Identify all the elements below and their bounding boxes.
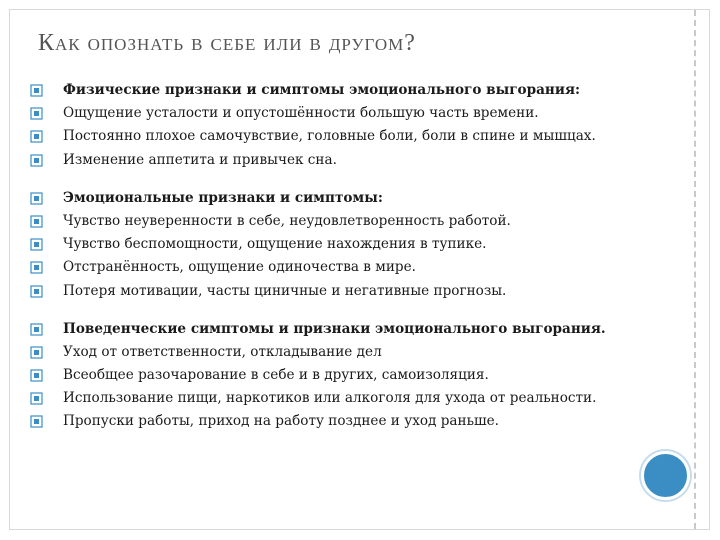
bullet-item: [30, 102, 670, 125]
frame-stitch-line: [694, 10, 696, 529]
checkbox-bullet-icon: [30, 415, 43, 428]
bullet-text: Чувство неуверенности в себе, неудовлетворенность работой.: [63, 212, 511, 229]
bullet-item: [30, 280, 670, 303]
bullet-text: Использование пищи, наркотиков или алкоголя для ухода от реальности.: [63, 390, 597, 407]
bullet-group-heading: [30, 187, 670, 210]
checkbox-bullet-icon: [30, 130, 43, 143]
slide-title-rest: ак опознать в себе или в другом?: [55, 30, 416, 56]
bullet-group-heading: [30, 79, 670, 102]
checkbox-bullet-icon: [30, 238, 43, 251]
checkbox-bullet-icon: [30, 84, 43, 97]
bullet-item: [30, 256, 670, 279]
bullet-text: Ощущение усталости и опустошённости большую часть времени.: [63, 105, 539, 122]
bullet-item: [30, 210, 670, 233]
bullet-text: Постоянно плохое самочувствие, головные боли, боли в спине и мышцах.: [63, 128, 596, 145]
bullet-text: Физические признаки и симптомы эмоционального выгорания:: [63, 82, 581, 98]
checkbox-bullet-icon: [30, 261, 43, 274]
bullet-item: [30, 125, 670, 148]
bullet-text: Пропуски работы, приход на работу позднее и уход раньше.: [63, 413, 500, 430]
bullet-item: [30, 410, 670, 433]
checkbox-bullet-icon: [30, 154, 43, 167]
checkbox-bullet-icon: [30, 107, 43, 120]
bullet-group: [30, 318, 670, 434]
bullet-item: [30, 364, 670, 387]
bullet-text: Всеобщее разочарование в себе и в других, самоизоляция.: [63, 367, 489, 384]
bullet-text: Уход от ответственности, откладывание дел: [63, 343, 382, 360]
checkbox-bullet-icon: [30, 323, 43, 336]
checkbox-bullet-icon: [30, 346, 43, 359]
bullet-group: [30, 187, 670, 303]
bullet-group: [30, 79, 670, 172]
bullet-text: Поведенческие симптомы и признаки эмоционального выгорания.: [63, 320, 606, 337]
decorative-circle: [641, 451, 690, 500]
bullet-item: [30, 233, 670, 256]
slide-title: [38, 30, 416, 57]
bullet-item: [30, 149, 670, 172]
bullet-text: Потеря мотивации, часты циничные и негативные прогнозы.: [63, 282, 507, 299]
checkbox-bullet-icon: [30, 285, 43, 298]
bullet-text: Изменение аппетита и привычек сна.: [63, 151, 337, 168]
checkbox-bullet-icon: [30, 369, 43, 382]
checkbox-bullet-icon: [30, 215, 43, 228]
bullet-group-heading: [30, 318, 670, 341]
bullet-item: [30, 341, 670, 364]
slide-title-first-letter: К: [38, 30, 56, 56]
bullet-text: Чувство беспомощности, ощущение нахождения в тупике.: [63, 236, 487, 253]
bullet-list: [30, 79, 670, 449]
checkbox-bullet-icon: [30, 392, 43, 405]
bullet-text: Отстранённость, ощущение одиночества в мире.: [63, 259, 416, 276]
bullet-text: Эмоциональные признаки и симптомы:: [63, 189, 383, 206]
checkbox-bullet-icon: [30, 192, 43, 205]
bullet-item: [30, 387, 670, 410]
